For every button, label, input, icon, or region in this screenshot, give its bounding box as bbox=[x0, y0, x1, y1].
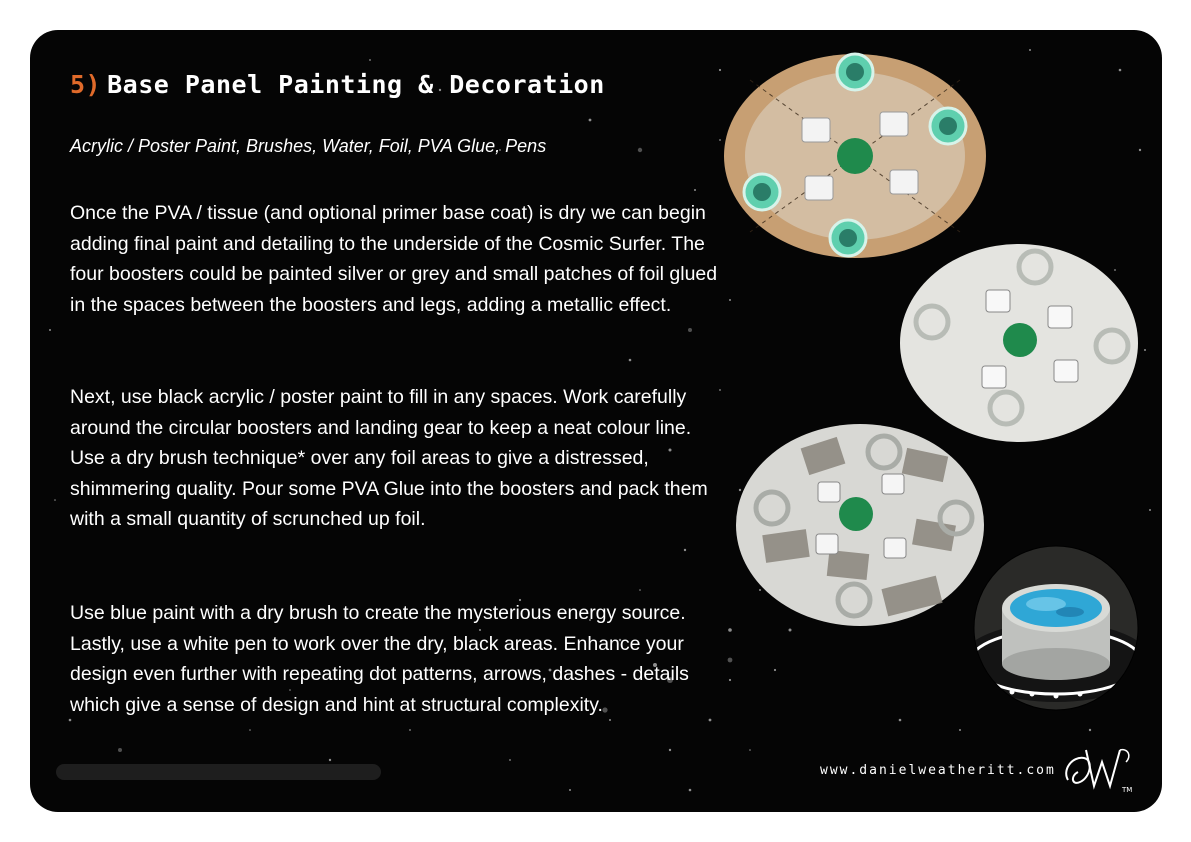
photo-foil-base bbox=[734, 422, 986, 628]
website-link[interactable]: www.danielweatheritt.com bbox=[820, 763, 1056, 778]
step-number: 5) bbox=[70, 70, 102, 99]
photo-cardboard-base bbox=[720, 50, 990, 262]
base-panel-card bbox=[30, 30, 1162, 812]
photo-primed-base bbox=[898, 242, 1140, 444]
redacted-strip bbox=[56, 764, 381, 780]
paragraph-1: Once the PVA / tissue (and optional primer base coat) is dry we can begin adding final paint and detailing to the underside of the Cosmic Surfer. The four boosters could be painted silver or grey and small patches of foil glued in the spaces between the boosters and legs, adding a metallic effect. bbox=[70, 202, 718, 316]
paragraph-3: Use blue paint with a dry brush to create the mysterious energy source. Lastly, use a white pen to work over the dry, black areas. Enhance your design even further with repeating dot patterns, arrows, dashes - details which give a sense of design and hint at structural complexity. bbox=[70, 602, 689, 716]
paragraph-2: Next, use black acrylic / poster paint to fill in any spaces. Work carefully around the circular boosters and landing gear to keep a neat colour line. Use a dry brush technique* over any foil areas to give a distressed, shimmering quality. Pour some PVA Glue into the boosters and pack them with a small quantity of scrunched up foil. bbox=[70, 386, 708, 530]
page-title bbox=[70, 70, 605, 99]
title-text: Base Panel Painting & Decoration bbox=[107, 70, 605, 99]
photo-energy-source bbox=[972, 544, 1140, 712]
materials-list: Acrylic / Poster Paint, Brushes, Water, Foil, PVA Glue, Pens bbox=[70, 136, 547, 156]
svg-text:TM: TM bbox=[1122, 786, 1133, 794]
signature-logo bbox=[1060, 742, 1140, 794]
